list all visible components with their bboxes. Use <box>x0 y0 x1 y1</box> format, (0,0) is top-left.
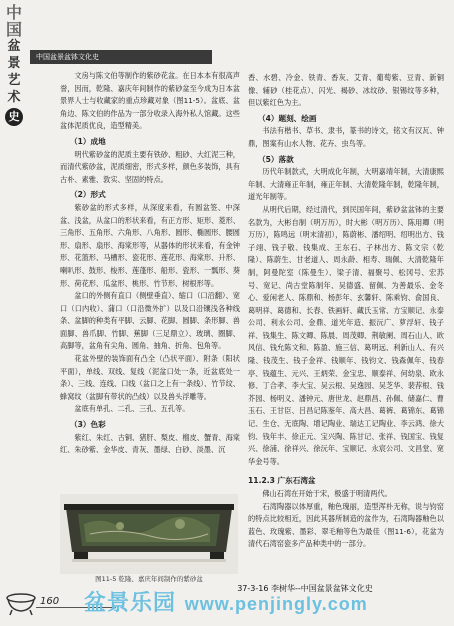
paragraph: 花盆外壁的装饰面有凸全（凸状平面）、附条（阳状平面），单线、双线、复线（泥盆口处一条，近盆底处一条）、三线、连线、口线（盆口之上有一条线）、竹节纹、蜂窝纹（盆脚有带状的凸线）以及兽头浮雕等。 <box>60 354 240 401</box>
banner-char: 国 <box>5 20 22 39</box>
right-text-column <box>248 72 444 551</box>
subsection-heading: （3）色彩 <box>70 420 106 430</box>
banner-char: 艺 <box>7 73 21 88</box>
footer-title: 37-3-16 李树华--中国盆景盆钵文化史 <box>237 584 373 593</box>
paragraph: 书法有楷书、草书、隶书，篆书的诗文，铭文有汉瓦、钟鼎，图案有山水人物、花卉、虫鸟等。 <box>248 126 444 148</box>
subsection-heading: （4）题刻、绘画 <box>258 113 317 123</box>
vertical-title-banner <box>2 4 26 124</box>
bonsai-pot-photo <box>60 494 238 574</box>
paragraph: 从明代后期，经过清代，到民国年间，紫砂盆盆钵的主要名款为，大彬自制（明万历），时大彬（明万历）、陈用卿（明万历），陈鸣远（明末清初），陈蔚彬、潘绍明、绍明出方、钱子翊、钱子敬、钱集成、王东石、子林出方、陈文宗（乾隆）、陈蔚生、甘老道人、周永龄、相寿、瑞佩、大清乾隆年制，阿曼陀室（陈曼生）、梁子清、福聚号、松冈号、宏苏号、宽记、尚古堂陈制年、吴德盛、留佩、为善最乐、金冬心、爱闲老人、陈鼎和、杨彭年、玄馨轩、陈乘钧、俞国良、葛明祥、葛德和、长春、铁画轩、藏氏玉常、方宝顺记、永泰公司、利永公司、金鼎、道光年造、振沅广、萝浮轩、钱子祥、钱集生、陈文卿、陈晨、周茂卿、荆敏阑、周石山人、欧风信、钱允陈文和、陈盈、施三信、葛明远、利新山人、有兴隆、钱茂生、钱子金祥、钱顺年、钱钧文、钱森佩年、钱春亭、钱蕴生、元兴、王炳荣、金宝忠、顺泰祥、何幼泉、欧永修、丁合孝、李大宝、吴云根、吴逸园、吴芝华、裴荐根、钱芥园、杨明义、潘钟元、唐世龙、赵鼎昌、孙佩、储嘉仁、曹玉石、王甘臣、吕昌记陈鉴年、高大昌、葛裤、葛锦东、葛锦记、生仓、无底陶、增记陶业、瑞达工记陶业、李云鸿、徐大钧、钱年丰、徐正元、宝兴陶、陈甘记、张祥、钱国宝、钱复兴、徐浦、徐祥兴、徐沅年、宝顺记、永宸公司、文昌堂、宽华金号等。 <box>248 204 444 466</box>
paragraph: 文房与陈文伯等制作的紫砂花盆。在日本本有很高声誉，因而，乾隆、嘉庆年间制作的紫砂盆至今成为日本盆景界人士与收藏家的重点珍藏对象（图11-5）。盆底、盆角边、陈文伯的作品为一部分收录入海外私人馆藏。这些盆体泥质优良，造型精美。 <box>60 71 240 131</box>
running-header: 中国盆景盆钵文化史 <box>30 50 212 64</box>
banner-char: 中 <box>5 3 22 22</box>
page-number: 160 <box>40 596 60 607</box>
paragraph: 香、水碧、冷金、铁青、香灰、艾青、葡萄紫、豆青、新铜像、辅砂（桂花点）、闪光、褐砂、冰纹砂、银锡纹等多种，但以紫红色为主。 <box>248 73 444 108</box>
section-heading: 11.2.3 广东石湾盆 <box>248 476 316 486</box>
paragraph: 紫砂盆的形式多样，从深度来看，有圆盆签、中深盆、浅盆，从盆口的形状来看，有正方形、矩形、菱形、三角形、五角形、六角形、八角形、圆形、椭圆形、腰圆形、扇形、扇形、海棠形等，从器体的形状来看，有金钟形、花篮形、马槽形、瓷花形、莲花形、海棠形、升形、喇叭形、鼓形、梭形、莲蓬形、船形、瓷形、一瓢形、葵形、荷花形、瓜盆形、桃形、竹节形、树根形等。 <box>60 202 240 288</box>
paragraph: 紫红、朱红、古铜、猪肝、梨皮、榴皮、蟹青、海棠红、朱砂紫、金华皮、青灰、墨绿、白砂、淡墨、沉 <box>60 432 240 455</box>
site-watermark <box>84 586 368 617</box>
subsection-heading: （2）形式 <box>70 190 106 200</box>
paragraph: 明代紫砂盆的泥质主要有铁砂、粗砂、大红泥三种，而清代紫砂盆，泥质细密，形式多样，颜色多装饰，具有古朴、素雅、敦实、坚固的特点。 <box>60 149 240 184</box>
banner-char: 史 <box>5 108 23 126</box>
paragraph: 历代年制款式，大明成化年制，大明嘉靖年制，大清康熙年制、大清雍正年制，雍正年制、大清乾隆年制，乾隆年制，道光年制等。 <box>248 167 444 202</box>
banner-char: 景 <box>7 56 21 71</box>
watermark-text: 盆景乐园 <box>84 591 177 616</box>
banner-char: 盆 <box>7 39 21 54</box>
subsection-heading: （5）落款 <box>258 154 294 164</box>
figure-caption: 图11-5 乾隆、嘉庆年间制作的紫砂盆 <box>95 575 203 583</box>
paragraph: 佛山石湾在开始于宋，极盛于明清两代。 <box>262 489 392 498</box>
paragraph: 盆口的外侧有直口（侧壁垂直）、缩口（口沿翻）、宽口（口内收）、蒲口（口沿微外扩）以及口沿镶浅各种线条、盆脚的种类有平脚、云脚、花脚、圆脚、条形脚、兽面脚、兽爪脚、竹脚、蕉脚（三足鼎立）、玻璃、圈脚、高脚等，盆角有尖角、圆角、抽角、折角、包角等。 <box>60 291 240 351</box>
paragraph: 盆底有单孔、二孔、三孔、五孔等。 <box>74 404 190 414</box>
banner-char: 术 <box>7 90 21 105</box>
bonsai-pot-icon <box>4 590 38 620</box>
subsection-heading: （1）成地 <box>70 136 106 146</box>
paragraph: 石湾陶器以体厚重，釉色瑰丽，造型浑朴无称，说与钧窑的特点比较相近，因此其器所制造的盆作为，石湾陶器釉色以蓝色、玫瑰紫、墨彩、翠毛釉等色为最佳（图11-6），花盆为清代石湾窑瓷多产品种类中的一部分。 <box>248 501 444 549</box>
watermark-url[interactable]: www.penjingly.com <box>184 594 368 614</box>
left-text-column <box>60 70 240 457</box>
